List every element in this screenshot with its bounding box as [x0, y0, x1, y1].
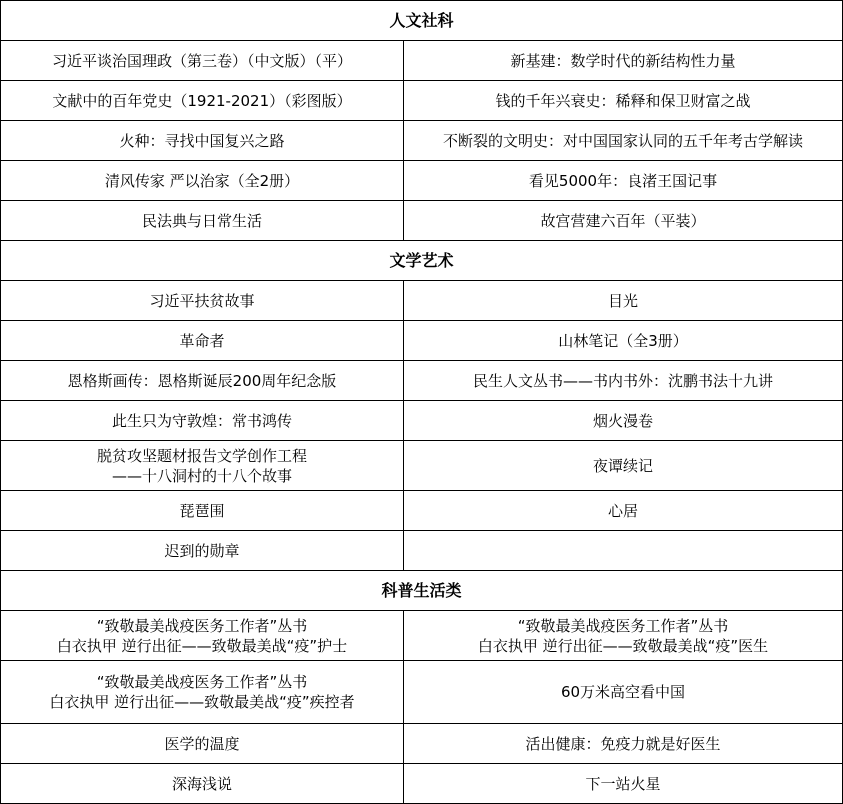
book-cell-right — [404, 764, 843, 804]
book-title-line: 文献中的百年党史（1921-2021）（彩图版） — [52, 91, 352, 110]
book-title-line: 新基建：数学时代的新结构性力量 — [510, 51, 736, 70]
table-row — [1, 321, 843, 361]
table-row — [1, 201, 843, 241]
table-row — [1, 531, 843, 571]
book-title-line: 此生只为守敦煌：常书鸿传 — [111, 411, 292, 430]
book-cell-left — [1, 531, 404, 571]
table-row — [1, 161, 843, 201]
book-title-line: 目光 — [608, 291, 639, 310]
table-row — [1, 441, 843, 491]
table-row — [1, 41, 843, 81]
book-cell-right — [404, 161, 843, 201]
book-title-line: 夜谭续记 — [593, 456, 654, 475]
book-cell-right — [404, 281, 843, 321]
book-title-line: 故宫营建六百年（平装） — [540, 211, 706, 230]
book-title-line: 不断裂的文明史：对中国国家认同的五千年考古学解读 — [443, 131, 804, 150]
table-row — [1, 724, 843, 764]
book-cell-left — [1, 491, 404, 531]
section-header-row — [1, 241, 843, 281]
book-title-line: 医学的温度 — [164, 734, 240, 753]
book-cell-right — [404, 361, 843, 401]
book-title-line: 山林笔记（全3册） — [558, 331, 688, 350]
book-title-line: 迟到的勋章 — [164, 541, 240, 560]
book-cell-left — [1, 161, 404, 201]
book-cell-right — [404, 201, 843, 241]
table-row — [1, 361, 843, 401]
book-cell-left — [1, 281, 404, 321]
book-series-line: “致敬最美战疫医务工作者”丛书 — [96, 673, 308, 691]
book-title-line: 深海浅说 — [171, 774, 232, 793]
book-cell-right — [404, 724, 843, 764]
book-cell-left — [1, 401, 404, 441]
book-title-line: 习近平扶贫故事 — [149, 291, 255, 310]
book-cell-left — [1, 41, 404, 81]
book-title-line: 琵琶围 — [179, 501, 225, 520]
book-title-line: 革命者 — [179, 331, 225, 350]
book-title-line: 下一站火星 — [585, 774, 661, 793]
table-row — [1, 611, 843, 661]
book-cell-right — [404, 41, 843, 81]
book-cell-left — [1, 321, 404, 361]
book-title-line: 看见5000年：良渚王国记事 — [528, 171, 718, 190]
book-cell-left — [1, 661, 404, 724]
book-subtitle-line: ——十八洞村的十八个故事 — [111, 466, 292, 485]
section-title-humanities: 人文社科 — [1, 1, 843, 41]
section-header-row — [1, 571, 843, 611]
book-title-line: 脱贫攻坚题材报告文学创作工程 — [96, 446, 307, 465]
book-title-line: 习近平谈治国理政（第三卷）（中文版）（平） — [51, 51, 352, 70]
book-cell-left — [1, 764, 404, 804]
book-series-line: “致敬最美战疫医务工作者”丛书 — [517, 616, 729, 635]
book-cell-right — [404, 401, 843, 441]
book-cell-left — [1, 201, 404, 241]
book-title-line: 民生人文丛书——书内书外：沈鹏书法十九讲 — [473, 371, 774, 390]
book-cell-right — [404, 441, 843, 491]
book-title-line: 白衣执甲 逆行出征——致敬最美战“疫”护士 — [56, 636, 348, 655]
book-title-line: 火种：寻找中国复兴之路 — [119, 131, 285, 150]
book-title-line: 钱的千年兴衰史：稀释和保卫财富之战 — [495, 91, 751, 110]
book-cell-left — [1, 611, 404, 661]
table-row — [1, 281, 843, 321]
book-title-line: 白衣执甲 逆行出征——致敬最美战“疫”疾控者 — [49, 693, 355, 711]
section-title-literature: 文学艺术 — [1, 241, 843, 281]
book-title-line: 恩格斯画传：恩格斯诞辰200周年纪念版 — [67, 371, 337, 390]
book-cell-left — [1, 724, 404, 764]
section-title-popular-science: 科普生活类 — [1, 571, 843, 611]
book-series-line: “致敬最美战疫医务工作者”丛书 — [96, 616, 308, 635]
book-title-line: 民法典与日常生活 — [141, 211, 262, 230]
table-row — [1, 81, 843, 121]
book-title-line: 活出健康：免疫力就是好医生 — [525, 734, 721, 753]
book-cell-left — [1, 121, 404, 161]
book-title-line: 烟火漫卷 — [593, 411, 654, 430]
book-cell-right — [404, 531, 843, 571]
section-header-row — [1, 1, 843, 41]
book-title-line: 心居 — [608, 501, 639, 520]
book-cell-left — [1, 361, 404, 401]
book-title-line: 清风传家 严以治家（全2册） — [104, 171, 300, 190]
book-cell-right — [404, 81, 843, 121]
table-row — [1, 121, 843, 161]
table-row — [1, 661, 843, 724]
book-cell-right — [404, 491, 843, 531]
table-row — [1, 401, 843, 441]
book-cell-right — [404, 611, 843, 661]
table-row — [1, 491, 843, 531]
book-cell-right — [404, 321, 843, 361]
table-row — [1, 764, 843, 804]
book-cell-right — [404, 661, 843, 724]
book-title-line: 白衣执甲 逆行出征——致敬最美战“疫”医生 — [477, 636, 769, 655]
book-cell-right — [404, 121, 843, 161]
book-cell-left — [1, 81, 404, 121]
book-title-line: 60万米高空看中国 — [560, 683, 686, 701]
book-cell-left — [1, 441, 404, 491]
